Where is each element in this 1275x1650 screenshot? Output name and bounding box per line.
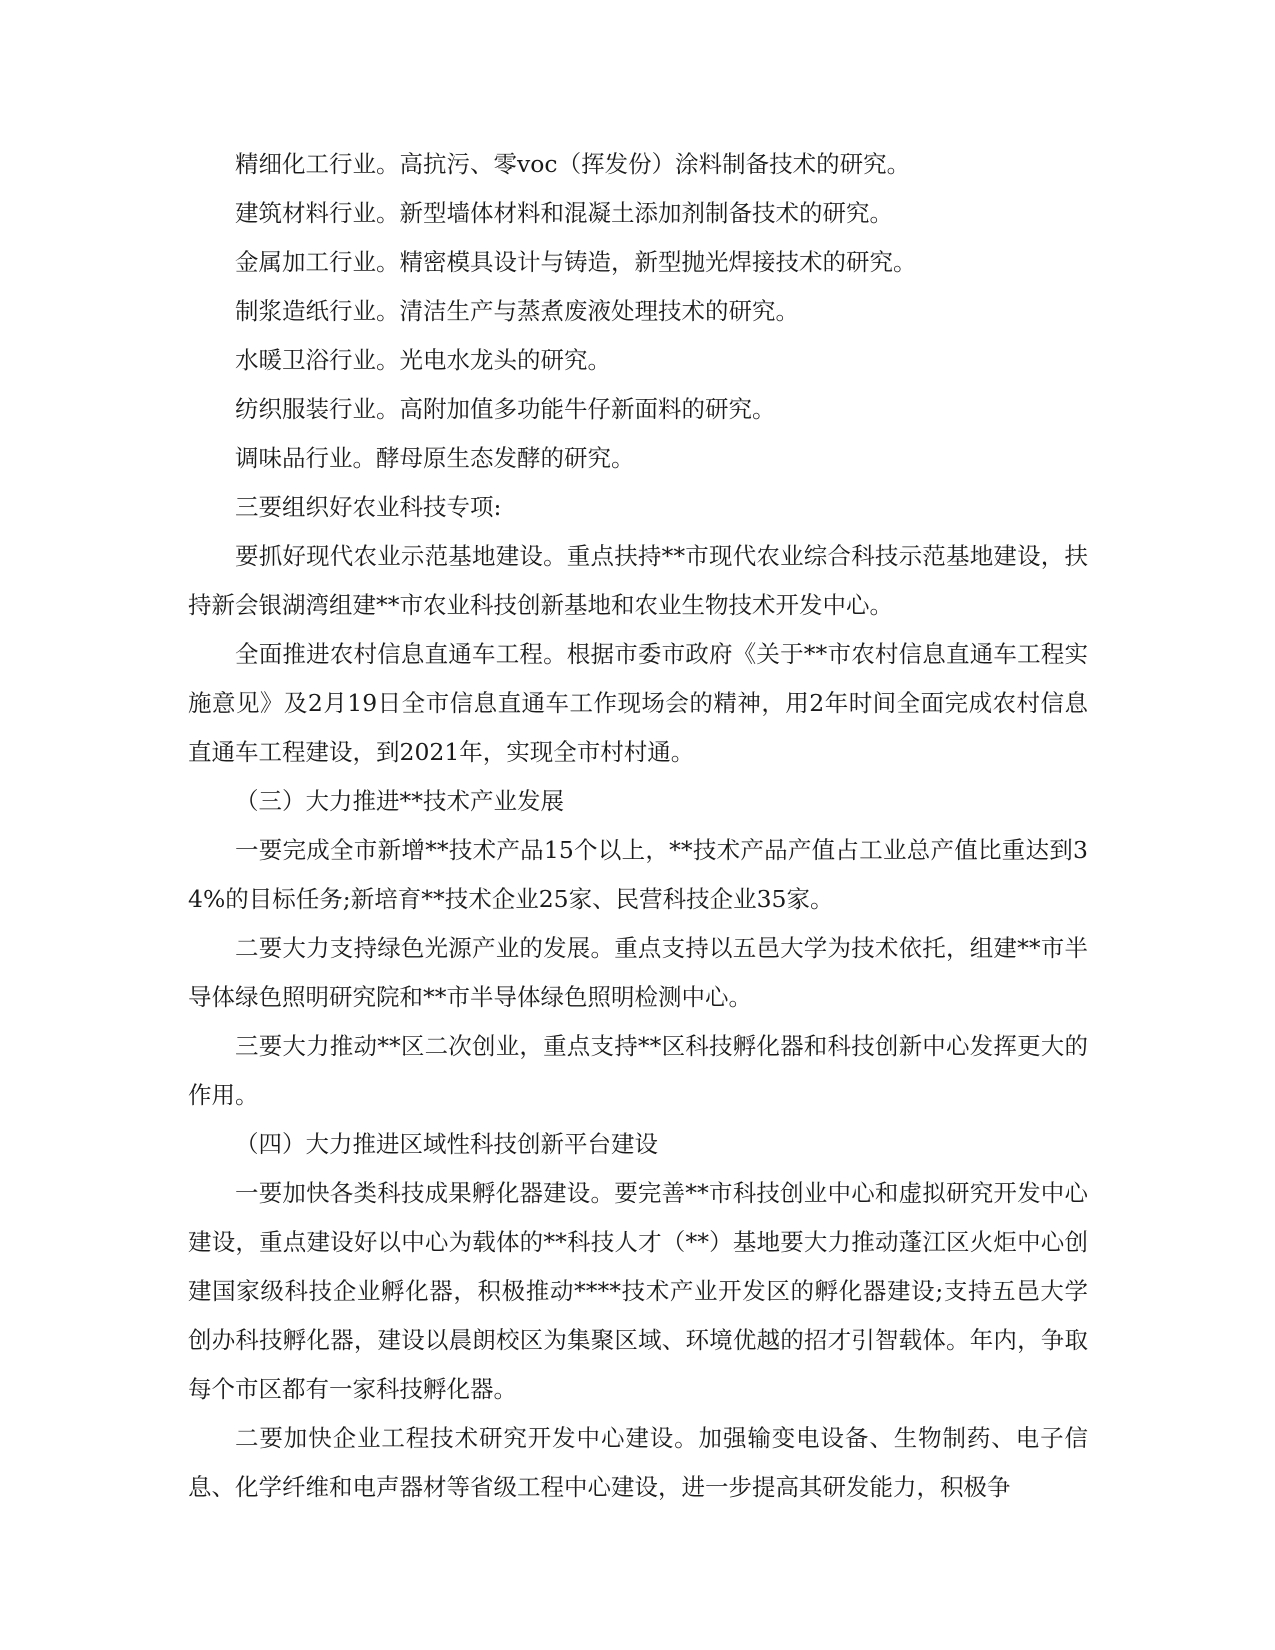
paragraph-building-materials: 建筑材料行业。新型墙体材料和混凝土添加剂制备技术的研究。 — [235, 199, 893, 227]
document-body — [188, 140, 1088, 1512]
section-heading-3: （三）大力推进**技术产业发展 — [235, 787, 564, 815]
paragraph-new-tech-products: 一要完成全市新增**技术产品15个以上，**技术产品产值占工业总产值比重达到34%的目标任务;新培育**技术企业25家、民营科技企业35家。 — [188, 836, 1088, 913]
paragraph-agri-tech-special: 三要组织好农业科技专项: — [235, 493, 502, 521]
paragraph-green-light-source: 二要大力支持绿色光源产业的发展。重点支持以五邑大学为技术依托，组建**市半导体绿色照明研究院和**市半导体绿色照明检测中心。 — [188, 934, 1088, 1011]
paragraph-condiment: 调味品行业。酵母原生态发酵的研究。 — [235, 444, 635, 472]
paragraph-rural-info-express: 全面推进农村信息直通车工程。根据市委市政府《关于**市农村信息直通车工程实施意见》及2月19日全市信息直通车工作现场会的精神，用2年时间全面完成农村信息直通车工程建设，到2021年，实现全市村村通。 — [188, 640, 1088, 766]
paragraph-engineering-centers: 二要加快企业工程技术研究开发中心建设。加强输变电设备、生物制药、电子信息、化学纤维和电声器材等省级工程中心建设，进一步提高其研发能力，积极争 — [188, 1424, 1088, 1501]
paragraph-pulp-paper: 制浆造纸行业。清洁生产与蒸煮废液处理技术的研究。 — [235, 297, 799, 325]
paragraph-textile-garment: 纺织服装行业。高附加值多功能牛仔新面料的研究。 — [235, 395, 776, 423]
paragraph-plumbing-sanitary: 水暖卫浴行业。光电水龙头的研究。 — [235, 346, 611, 374]
section-heading-4: （四）大力推进区域性科技创新平台建设 — [235, 1130, 658, 1158]
paragraph-metal-processing: 金属加工行业。精密模具设计与铸造，新型抛光焊接技术的研究。 — [235, 248, 917, 276]
paragraph-incubator-construction: 一要加快各类科技成果孵化器建设。要完善**市科技创业中心和虚拟研究开发中心建设，重点建设好以中心为载体的**科技人才（**）基地要大力推动蓬江区火炬中心创建国家级科技企业孵化器，积极推动****技术产业开发区的孵化器建设;支持五邑大学创办科技孵化器，建设以晨朗校区为集聚区域、环境优越的招才引智载体。年内，争取每个市区都有一家科技孵化器。 — [188, 1179, 1088, 1403]
paragraph-district-second-startup: 三要大力推动**区二次创业，重点支持**区科技孵化器和科技创新中心发挥更大的作用。 — [188, 1032, 1088, 1109]
paragraph-agri-demo-base: 要抓好现代农业示范基地建设。重点扶持**市现代农业综合科技示范基地建设，扶持新会银湖湾组建**市农业科技创新基地和农业生物技术开发中心。 — [188, 542, 1088, 619]
paragraph-fine-chemical: 精细化工行业。高抗污、零voc（挥发份）涂料制备技术的研究。 — [235, 150, 911, 178]
